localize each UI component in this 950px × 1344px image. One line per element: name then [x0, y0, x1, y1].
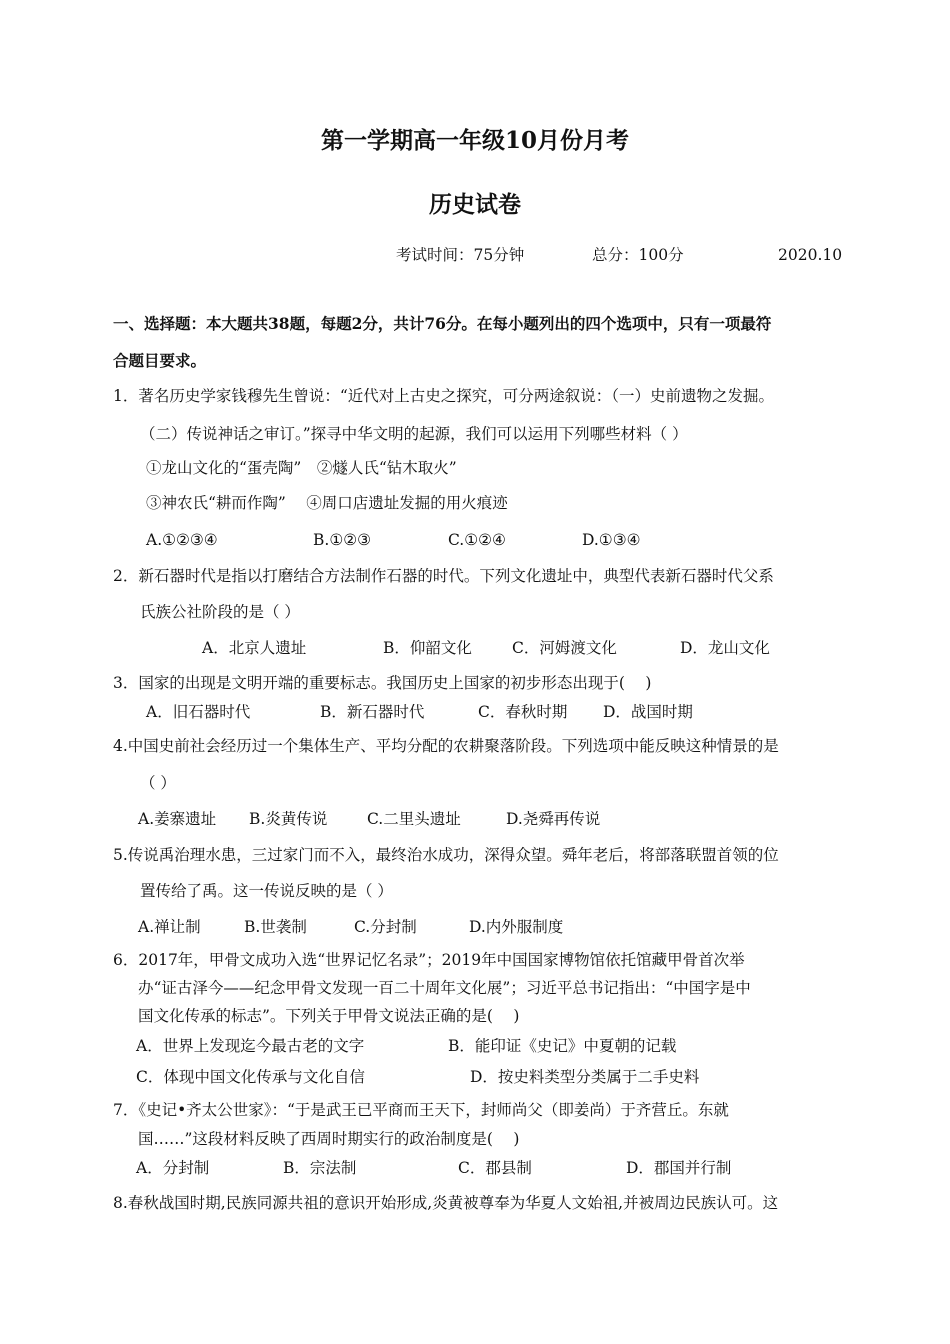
q3-option-a: A．旧石器时代	[146, 703, 251, 721]
q7-option-d: D．郡国并行制	[626, 1159, 732, 1177]
q8-line: 8.春秋战国时期,民族同源共祖的意识开始形成,炎黄被尊奉为华夏人文始祖,并被周边民族认可。这	[113, 1194, 779, 1212]
exam-subtitle: 历史试卷	[429, 191, 521, 218]
q4-line: 4.中国史前社会经历过一个集体生产、平均分配的农耕聚落阶段。下列选项中能反映这种情景的是	[113, 737, 779, 755]
section-heading: 一、选择题：本大题共38题，每题2分，共计76分。在每小题列出的四个选项中，只有一项最符	[113, 314, 772, 333]
q5-option-d: D.内外服制度	[469, 918, 564, 936]
q1-option-c: C.①②④	[448, 531, 506, 549]
exam-score: 总分：100分	[592, 246, 684, 264]
exam-title: 第一学期高一年级10月份月考	[320, 127, 629, 154]
q4-option-b: B.炎黄传说	[249, 810, 328, 828]
q7-line: 国……”这段材料反映了西周时期实行的政治制度是( )	[138, 1130, 520, 1148]
q2-option-b: B．仰韶文化	[383, 639, 472, 657]
section-heading-cont: 合题目要求。	[113, 351, 207, 370]
q5-option-c: C.分封制	[354, 918, 417, 936]
q6-line: 办“证古泽今——纪念甲骨文发现一百二十周年文化展”；习近平总书记指出：“中国字是中	[138, 979, 751, 997]
q3-option-d: D．战国时期	[603, 703, 693, 721]
q1-option-b: B.①②③	[313, 531, 372, 549]
q6-line: 国文化传承的标志”。下列关于甲骨文说法正确的是( )	[138, 1007, 520, 1025]
q5-option-a: A.禅让制	[138, 918, 201, 936]
q4-option-a: A.姜寨遗址	[138, 810, 217, 828]
q1-line: 1．著名历史学家钱穆先生曾说：“近代对上古史之探究，可分两途叙说：（一）史前遗物之发掘。	[113, 387, 775, 405]
q1-option-a: A.①②③④	[146, 531, 218, 549]
q1-line: ③神农氏“耕而作陶” ④周口店遗址发掘的用火痕迹	[146, 494, 508, 512]
q3-line: 3．国家的出现是文明开端的重要标志。我国历史上国家的初步形态出现于( )	[113, 674, 652, 692]
q6-option-a: A．世界上发现迄今最古老的文字	[136, 1037, 365, 1055]
q7-line: 7．《史记•齐太公世家》：“于是武王已平商而王天下，封师尚父（即姜尚）于齐营丘。东就	[113, 1101, 729, 1119]
q2-option-c: C．河姆渡文化	[512, 639, 617, 657]
q1-option-d: D.①③④	[582, 531, 641, 549]
q4-line: （ ）	[140, 774, 176, 792]
q4-option-c: C.二里头遗址	[367, 810, 461, 828]
q2-option-d: D．龙山文化	[680, 639, 770, 657]
q7-option-c: C．郡县制	[458, 1159, 532, 1177]
q6-option-b: B．能印证《史记》中夏朝的记载	[448, 1037, 677, 1055]
q5-line: 置传给了禹。这一传说反映的是（ ）	[140, 882, 393, 900]
q5-line: 5.传说禹治理水患，三过家门而不入，最终治水成功，深得众望。舜年老后，将部落联盟首领的位	[113, 846, 779, 864]
q6-option-d: D．按史料类型分类属于二手史料	[470, 1068, 700, 1086]
q1-line: ①龙山文化的“蛋壳陶” ②燧人氏“钻木取火”	[146, 459, 457, 477]
q7-option-b: B．宗法制	[283, 1159, 357, 1177]
q6-line: 6．2017年，甲骨文成功入选“世界记忆名录”；2019年中国国家博物馆依托馆藏甲骨首次举	[113, 951, 745, 969]
q2-line: 2．新石器时代是指以打磨结合方法制作石器的时代。下列文化遗址中，典型代表新石器时代父系	[113, 567, 774, 585]
q1-line: （二）传说神话之审订。”探寻中华文明的起源，我们可以运用下列哪些材料（ ）	[140, 425, 688, 443]
exam-time: 考试时间：75分钟	[396, 246, 525, 264]
exam-date: 2020.10	[778, 246, 843, 264]
q6-option-c: C．体现中国文化传承与文化自信	[136, 1068, 365, 1086]
q7-option-a: A．分封制	[136, 1159, 210, 1177]
q5-option-b: B.世袭制	[244, 918, 307, 936]
q4-option-d: D.尧舜再传说	[506, 810, 601, 828]
q2-option-a: A．北京人遗址	[202, 639, 307, 657]
q2-line: 氏族公社阶段的是（ ）	[140, 603, 300, 621]
q3-option-b: B．新石器时代	[320, 703, 425, 721]
q3-option-c: C．春秋时期	[478, 703, 568, 721]
